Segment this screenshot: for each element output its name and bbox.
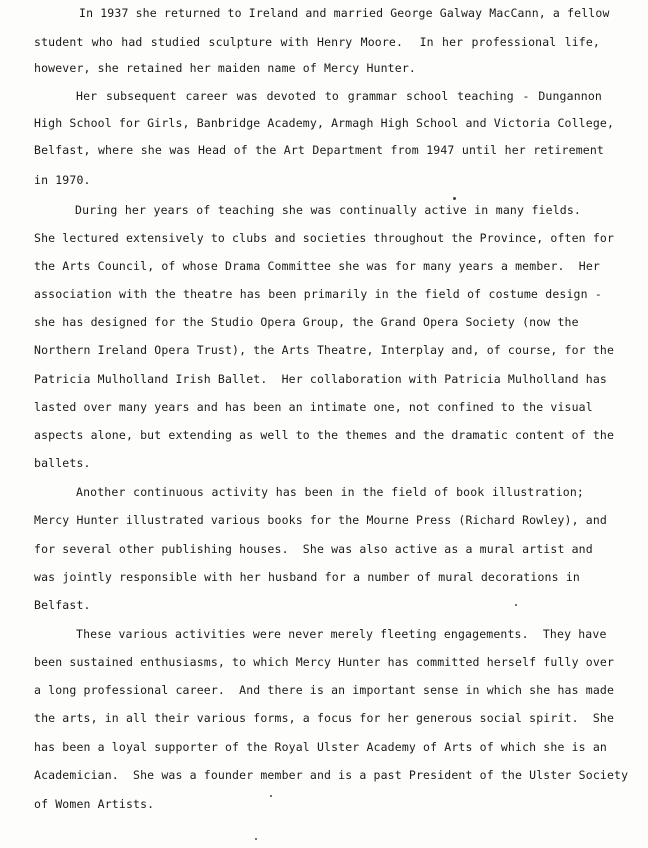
text-line: In 1937 she returned to Ireland and married George Galway MacCann, a fellow (79, 6, 610, 20)
text-line: ballets. (34, 456, 91, 470)
text-line: the Arts Council, of whose Drama Committee she was for many years a member. Her (34, 259, 600, 273)
dust-speck (453, 197, 456, 200)
text-line: she has designed for the Studio Opera Group, the Grand Opera Society (now the (34, 315, 579, 329)
text-line: has been a loyal supporter of the Royal Ulster Academy of Arts of which she is an (34, 740, 607, 754)
text-line: Northern Ireland Opera Trust), the Arts Theatre, Interplay and, of course, for the (34, 343, 615, 357)
text-line: lasted over many years and has been an intimate one, not confined to the visual (34, 400, 593, 414)
text-line: These various activities were never merely fleeting engagements. They have (76, 627, 607, 641)
text-line: association with the theatre has been primarily in the field of costume design - (34, 287, 602, 301)
dust-speck (270, 795, 272, 797)
text-line: of Women Artists. (34, 797, 155, 811)
text-line: aspects alone, but extending as well to the themes and the dramatic content of the (34, 428, 615, 442)
text-line: however, she retained her maiden name of Mercy Hunter. (34, 61, 416, 75)
text-line: student who had studied sculpture with Henry Moore. In her professional life, (34, 35, 600, 49)
text-line: Another continuous activity has been in the field of book illustration; (76, 485, 584, 499)
text-line: in 1970. (34, 173, 91, 187)
text-line: a long professional career. And there is an important sense in which she has made (34, 683, 615, 697)
text-line: been sustained enthusiasms, to which Mercy Hunter has committed herself fully over (34, 655, 615, 669)
text-line: Academician. She was a founder member and is a past President of the Ulster Society (34, 768, 629, 782)
text-line: Belfast. (34, 598, 91, 612)
text-line: Mercy Hunter illustrated various books for the Mourne Press (Richard Rowley), and (34, 513, 607, 527)
text-line: was jointly responsible with her husband for a number of mural decorations in (34, 570, 580, 584)
text-line: Her subsequent career was devoted to grammar school teaching - Dungannon (76, 89, 602, 103)
text-line: High School for Girls, Banbridge Academy, Armagh High School and Victoria College, (34, 116, 615, 130)
text-line: for several other publishing houses. She was also active as a mural artist and (34, 542, 593, 556)
dust-speck (515, 604, 517, 606)
text-line: During her years of teaching she was continually active in many fields. (75, 203, 581, 217)
text-line: Belfast, where she was Head of the Art Department from 1947 until her retirement (34, 143, 604, 157)
dust-speck (255, 838, 257, 840)
text-line: the arts, in all their various forms, a focus for her generous social spirit. She (34, 711, 615, 725)
text-line: She lectured extensively to clubs and societies throughout the Province, often for (34, 231, 615, 245)
text-line: Patricia Mulholland Irish Ballet. Her collaboration with Patricia Mulholland has (34, 372, 607, 386)
